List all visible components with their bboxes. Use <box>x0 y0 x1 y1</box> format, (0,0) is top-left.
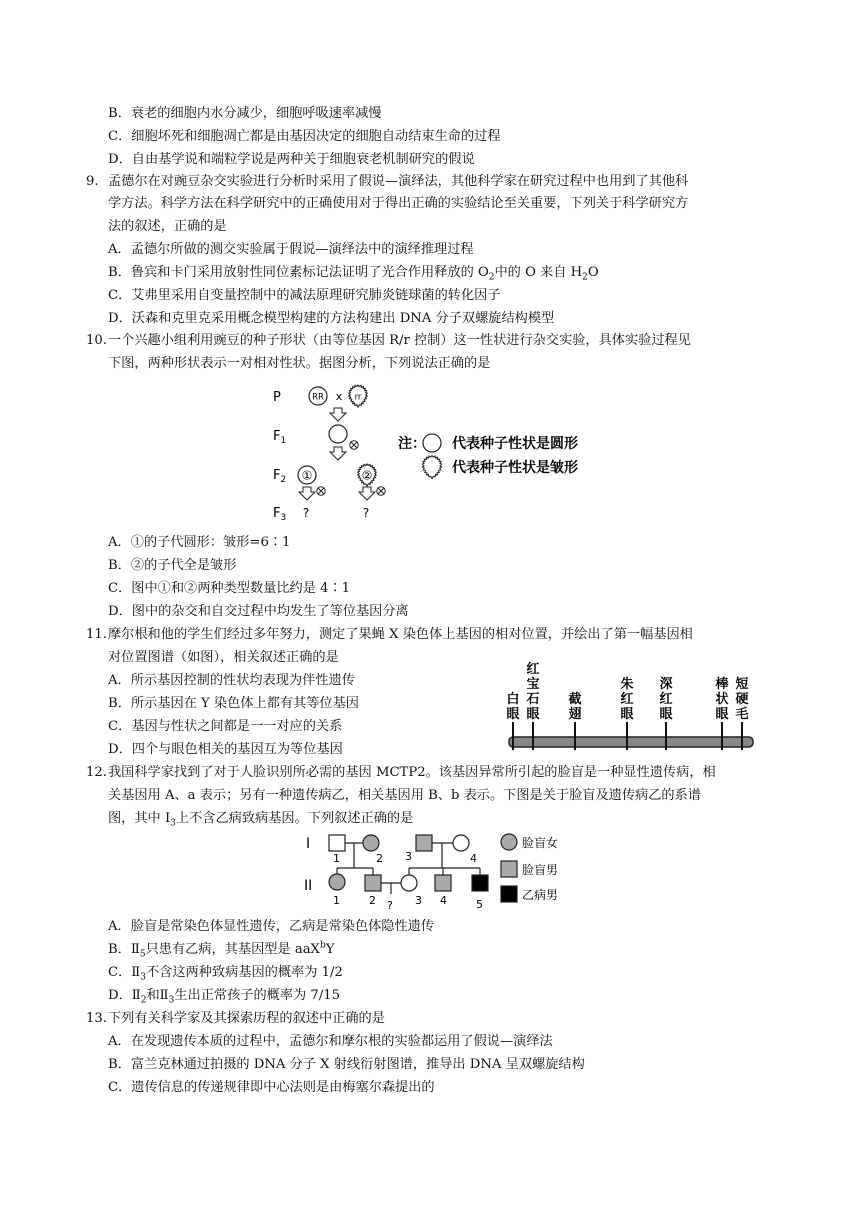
q8-option-c: C．细胞坏死和细胞凋亡都是由基因决定的细胞自动结束生命的过程 <box>108 129 501 144</box>
q10-option-a: A．①的子代圆形：皱形=6∶1 <box>108 535 291 550</box>
gene-label-bar-eye: 棒状眼 <box>715 677 729 722</box>
q9-stem-line1: 孟德尔在对豌豆杂交实验进行分析时采用了假说—演绎法，其他科学家在研究过程中也用到了其他科 <box>108 174 689 189</box>
legend-affected-female-icon <box>501 834 517 850</box>
q11-stem-line2: 对位置图谱（如图），相关叙述正确的是 <box>108 650 339 665</box>
II3-normal-female-icon <box>401 875 417 891</box>
svg-text:1: 1 <box>333 852 340 865</box>
gene-label-white-eye: 白眼 <box>506 692 520 722</box>
pea-cross-diagram <box>255 383 615 523</box>
down-arrow-icon <box>359 487 375 500</box>
I3-affected-male-icon <box>416 835 432 851</box>
gene-label-bristle: 短硬毛 <box>735 677 749 722</box>
q12-number: 12. <box>86 765 107 780</box>
selfing-symbol-icon <box>377 487 385 495</box>
svg-text:2: 2 <box>376 852 383 865</box>
q11-option-d: D．四个与眼色相关的基因互为等位基因 <box>108 742 343 757</box>
legend-wrinkled-icon <box>422 456 441 479</box>
II4-affected-male-icon <box>435 875 451 891</box>
q11-number: 11. <box>86 627 107 642</box>
q12-stem-line2: 关基因用 A、a 表示；另有一种遗传病乙，相关基因用 B、b 表示。下图是关于脸盲及遗传病乙的系谱 <box>108 788 701 803</box>
q13-option-a: A．在发现遗传本质的过程中，孟德尔和摩尔根的实验都运用了假说—演绎法 <box>108 1034 553 1049</box>
q10-number: 10. <box>86 333 107 348</box>
q13-number: 13. <box>86 1011 107 1026</box>
q12-option-a: A．脸盲是常染色体显性遗传，乙病是常染色体隐性遗传 <box>108 919 435 934</box>
gene-label-carmine-eye: 深红眼 <box>659 677 673 722</box>
down-arrow-icon <box>330 408 346 421</box>
cross-symbol: x <box>335 390 343 403</box>
legend-disease-b-male-icon <box>501 886 517 902</box>
unknown-child: ? <box>387 899 393 910</box>
q12-stem-line1: 我国科学家找到了对于人脸识别所必需的基因 MCTP2。该基因异常所引起的脸盲是一种显性遗传病，相 <box>108 765 716 780</box>
legend-wrinkled-label: 代表种子性状是皱形 <box>452 460 578 476</box>
svg-text:2: 2 <box>369 894 376 907</box>
I1-normal-male-icon <box>329 835 345 851</box>
q12-stem-line3: 图，其中 $I_3$上不含乙病致病基因。下列叙述正确的是 <box>108 811 414 829</box>
generation-II: II <box>304 878 313 894</box>
svg-text:4: 4 <box>470 852 477 865</box>
legend-disease-b-male: 乙病男 <box>522 888 559 902</box>
svg-text:3: 3 <box>415 894 422 907</box>
q10-option-b: B．②的子代全是皱形 <box>108 558 237 573</box>
q12-option-c: C．$Ⅱ_3$不含这两种致病基因的概率为 1/2 <box>108 965 343 983</box>
pedigree-chart <box>300 828 570 910</box>
f2-type-2: ② <box>361 468 373 483</box>
legend-affected-female: 脸盲女 <box>522 836 559 850</box>
I4-normal-female-icon <box>453 835 469 851</box>
I2-affected-female-icon <box>363 835 379 851</box>
q12-option-b: B．$Ⅱ_5$只患有乙病，其基因型是 aaX$^b$Y <box>108 940 335 960</box>
gene-label-cut-wing: 截翅 <box>568 692 582 722</box>
chromosome-bar <box>509 737 753 747</box>
II2-affected-male-icon <box>365 875 381 891</box>
selfing-symbol-icon <box>350 441 358 449</box>
genotype-RR: RR <box>312 392 324 403</box>
q9-option-d: D．沃森和克里克采用概念模型构建的方法构建出 DNA 分子双螺旋结构模型 <box>108 311 555 326</box>
x-chromosome-gene-map <box>505 660 760 755</box>
q10-option-c: C．图中①和②两种类型数量比约是 4∶1 <box>108 581 351 596</box>
q11-stem-line1: 摩尔根和他的学生们经过多年努力，测定了果蝇 X 染色体上基因的相对位置，并绘出了第一幅基因相 <box>108 627 693 642</box>
q9-stem-line3: 法的叙述，正确的是 <box>108 219 227 234</box>
svg-text:1: 1 <box>333 894 340 907</box>
q10-stem-line2: 下图，两种形状表示一对相对性状。据图分析，下列说法正确的是 <box>108 356 491 371</box>
f2-type-1: ① <box>301 468 313 483</box>
selfing-symbol-icon <box>317 487 325 495</box>
legend-affected-male-icon <box>501 861 517 877</box>
gene-label-ruby-eye: 红宝石眼 <box>526 662 540 722</box>
genotype-rr: rr <box>354 392 362 403</box>
label-f2: $F_2$ <box>273 468 287 485</box>
legend-round-label: 代表种子性状是圆形 <box>452 436 578 452</box>
q9-number: 9. <box>86 174 99 189</box>
q13-option-b: B．富兰克林通过拍摄的 DNA 分子 X 射线衍射图谱，推导出 DNA 呈双螺旋结构 <box>108 1057 585 1072</box>
legend-note: 注： <box>398 436 426 452</box>
f3-unknown-1: ? <box>302 506 310 520</box>
round-seed-f1-icon <box>329 425 347 443</box>
q8-option-b: B．衰老的细胞内水分减少，细胞呼吸速率减慢 <box>108 106 382 121</box>
down-arrow-icon <box>330 447 346 460</box>
q13-option-c: C．遗传信息的传递规律即中心法则是由梅塞尔森提出的 <box>108 1080 435 1095</box>
q12-option-d: D．$Ⅱ_2$和$Ⅱ_3$生出正常孩子的概率为 7/15 <box>108 988 341 1006</box>
down-arrow-icon <box>299 487 315 500</box>
svg-text:4: 4 <box>440 894 447 907</box>
q9-stem-line2: 学方法。科学方法在科学研究中的正确使用对于得出正确的实验结论至关重要，下列关于科学研究方 <box>108 196 689 211</box>
II1-affected-female-icon <box>329 874 345 890</box>
legend-affected-male: 脸盲男 <box>522 863 559 877</box>
q8-option-d: D．自由基学说和端粒学说是两种关于细胞衰老机制研究的假说 <box>108 152 475 167</box>
q9-option-c: C．艾弗里采用自变量控制中的减法原理研究肺炎链球菌的转化因子 <box>108 288 501 303</box>
q10-stem-line1: 一个兴趣小组利用豌豆的种子形状（由等位基因 R/r 控制）这一性状进行杂交实验，具体实验过程见 <box>108 333 691 348</box>
q11-option-c: C．基因与性状之间都是一一对应的关系 <box>108 719 343 734</box>
II5-disease-b-male-icon <box>472 875 488 891</box>
f3-unknown-2: ? <box>362 506 370 520</box>
gene-label-vermilion-eye: 朱红眼 <box>620 677 634 722</box>
label-p: P <box>273 390 281 405</box>
q10-option-d: D．图中的杂交和自交过程中均发生了等位基因分离 <box>108 604 409 619</box>
label-f3: $F_3$ <box>273 506 287 523</box>
svg-text:3: 3 <box>405 850 412 863</box>
svg-text:5: 5 <box>476 898 483 910</box>
q9-option-b: B．鲁宾和卡门采用放射性同位素标记法证明了光合作用释放的 $O_2$中的 O 来自 $H_2O$ <box>108 265 599 283</box>
label-f1: $F_1$ <box>273 429 287 446</box>
q13-stem-line1: 下列有关科学家及其探索历程的叙述中正确的是 <box>108 1011 385 1026</box>
q11-option-b: B．所示基因在 Y 染色体上都有其等位基因 <box>108 696 359 711</box>
generation-I: I <box>306 836 311 852</box>
q11-option-a: A．所示基因控制的性状均表现为伴性遗传 <box>108 673 355 688</box>
q9-option-a: A．孟德尔所做的测交实验属于假说—演绎法中的演绎推理过程 <box>108 242 474 257</box>
